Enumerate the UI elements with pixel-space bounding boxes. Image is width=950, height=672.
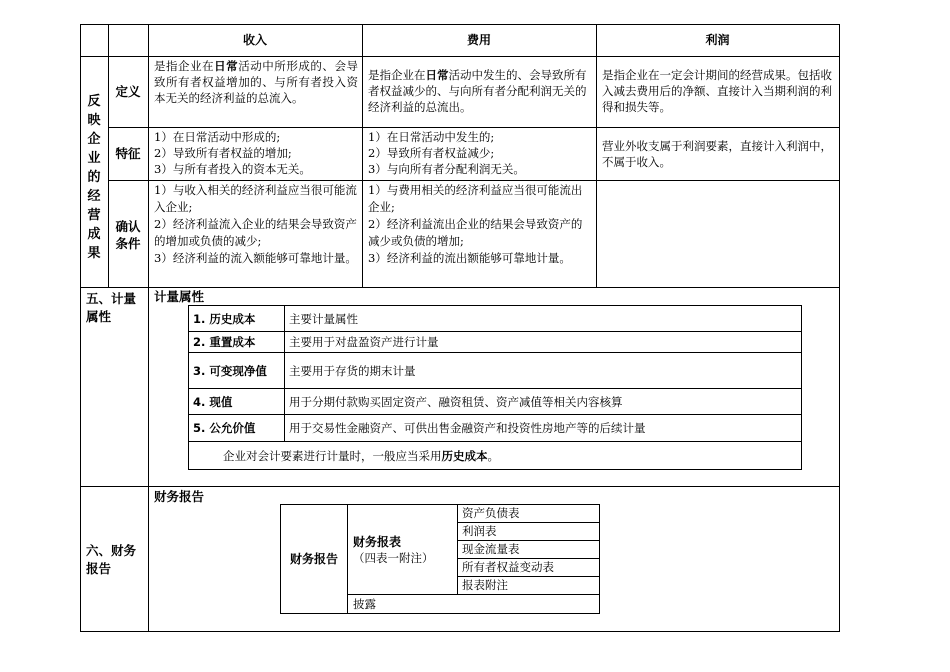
row-label-recognition: 确认条件	[115, 219, 141, 251]
side-char: 营	[87, 208, 101, 223]
side-char: 业	[87, 151, 101, 166]
attribute-desc: 用于分期付款购买固定资产、融资租赁、资产减值等相关内容核算	[285, 389, 802, 415]
section6-title: 财务报告	[154, 489, 205, 504]
row-label-definition: 定义	[115, 84, 141, 99]
side-char: 企	[87, 132, 101, 147]
rule	[80, 56, 840, 57]
report-root: 财务报告	[289, 552, 338, 566]
expense-features: 1）在日常活动中发生的; 2）导致所有者权益减少; 3）与向所有者分配利润无关。	[368, 130, 525, 176]
rule	[80, 631, 840, 632]
statement-item: 利润表	[462, 524, 497, 538]
attribute-desc: 用于交易性金融资产、可供出售金融资产和投资性房地产等的后续计量	[285, 415, 802, 442]
row-label-features: 特征	[115, 146, 141, 161]
attribute-desc: 主要用于存货的期末计量	[285, 353, 802, 389]
statement-item: 资产负债表	[462, 506, 520, 520]
side-char: 映	[87, 113, 101, 128]
rule	[108, 127, 840, 128]
side-char: 经	[87, 189, 101, 204]
income-recognition: 1）与收入相关的经济利益应当很可能流入企业; 2）经济利益流入企业的结果会导致资产的增加或负债的减少; 3）经济利益的流入额能够可靠地计量。	[154, 183, 357, 265]
section5-title: 计量属性	[154, 289, 205, 304]
rule	[108, 24, 109, 287]
measurement-attributes-table	[188, 305, 802, 470]
rule	[80, 486, 840, 487]
profit-features: 营业外收支属于利润要素，直接计入利润中，不属于收入。	[602, 139, 832, 169]
rule	[80, 24, 840, 25]
side-char: 反	[87, 94, 101, 109]
income-features: 1）在日常活动中形成的; 2）导致所有者权益的增加; 3）与所有者投入的资本无关。	[154, 130, 311, 176]
rule	[80, 24, 81, 632]
header-profit: 利润	[705, 33, 730, 47]
attribute-desc: 主要用于对盘盈资产进行计量	[285, 332, 802, 353]
attribute-name: 2. 重置成本	[189, 332, 285, 353]
table-row	[189, 442, 802, 470]
attribute-desc: 主要计量属性	[285, 306, 802, 332]
attribute-name: 1. 历史成本	[189, 306, 285, 332]
header-expense: 费用	[466, 33, 491, 47]
section5-label: 五、计量属性	[86, 291, 137, 324]
table-row	[189, 306, 802, 332]
profit-definition: 是指企业在一定会计期间的经营成果。包括收入减去费用后的净额、直接计入当期利润的利得和损失等。	[602, 68, 832, 114]
header-income: 收入	[242, 33, 267, 47]
table-row	[189, 415, 802, 442]
side-char: 果	[87, 246, 101, 261]
attribute-name: 3. 可变现净值	[189, 353, 285, 389]
rule	[362, 24, 363, 287]
expense-recognition: 1）与费用相关的经济利益应当很可能流出企业; 2）经济利益流出企业的结果会导致资产的减少或负债的增加; 3）经济利益的流出额能够可靠地计量。	[368, 183, 583, 265]
statement-item: 所有者权益变动表	[462, 560, 554, 574]
rule	[347, 594, 600, 595]
side-char: 成	[87, 227, 101, 242]
attribute-name: 4. 现值	[189, 389, 285, 415]
table-row	[189, 332, 802, 353]
rule	[457, 504, 458, 595]
measurement-note: 企业对会计要素进行计量时，一般应当采用历史成本。	[189, 442, 802, 470]
section4-side-label	[84, 92, 104, 263]
expense-definition: 是指企业在日常活动中发生的、会导致所有者权益减少的、与向所有者分配利润无关的经济利益的总流出。	[368, 68, 587, 114]
rule	[839, 24, 840, 632]
rule	[596, 24, 597, 287]
side-char: 的	[87, 170, 101, 185]
attribute-name: 5. 公允价值	[189, 415, 285, 442]
statement-item: 现金流量表	[462, 542, 520, 556]
income-definition: 是指企业在日常活动中所形成的、会导致所有者权益增加的、与所有者投入资本无关的经济利益的总流入。	[154, 59, 358, 105]
rule	[280, 613, 600, 614]
table-row	[189, 389, 802, 415]
disclosure: 披露	[353, 597, 376, 611]
rule	[148, 24, 149, 632]
rule	[599, 504, 600, 614]
table-row	[189, 353, 802, 389]
statement-item: 报表附注	[462, 578, 508, 592]
section6-label: 六、财务报告	[86, 543, 137, 576]
rule	[347, 504, 348, 614]
statements-title: 财务报表	[353, 535, 402, 549]
rule	[80, 287, 840, 288]
statements-subtitle: （四表一附注）	[353, 551, 434, 565]
rule	[108, 180, 840, 181]
